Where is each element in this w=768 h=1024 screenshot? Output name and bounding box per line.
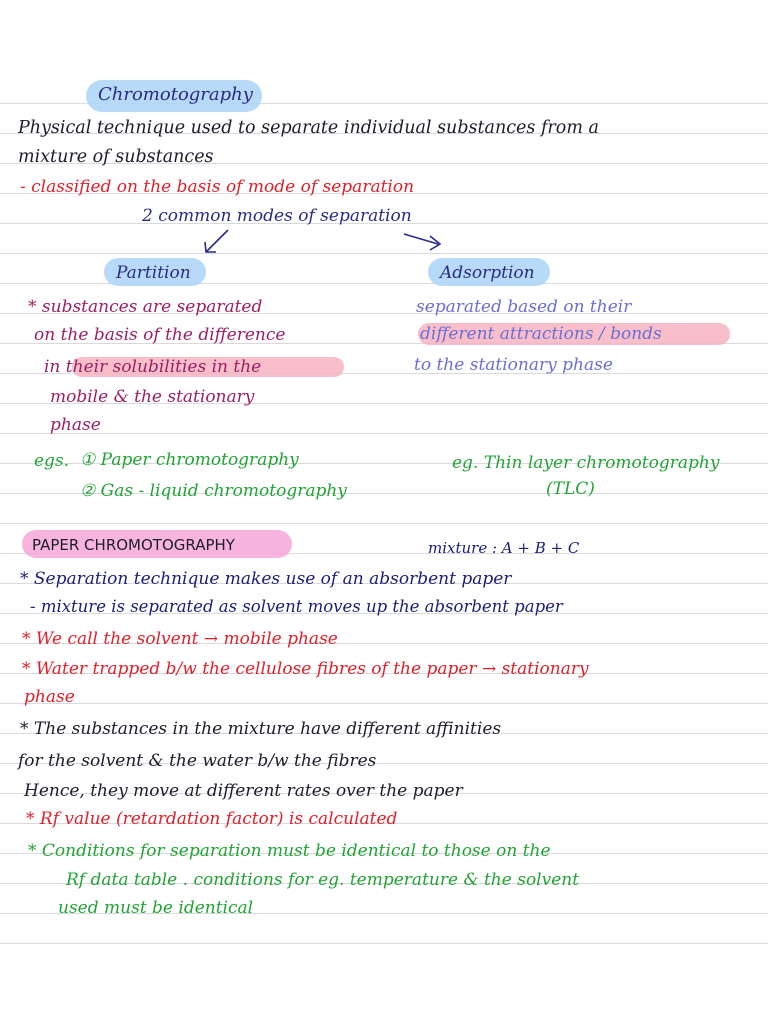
partition-example-1: ① Paper chromotography: [80, 450, 299, 470]
paper-line-1: * Separation technique makes use of an absorbent paper: [20, 569, 512, 589]
adsorption-line-1: separated based on their: [416, 297, 632, 317]
partition-example-2: ② Gas - liquid chromotography: [80, 481, 347, 501]
partition-line-2: on the basis of the difference: [34, 325, 286, 345]
paper-line-8: Hence, they move at different rates over the paper: [24, 781, 463, 801]
adsorption-example-line-2: (TLC): [546, 479, 595, 499]
paper-line-11: Rf data table . conditions for eg. temperature & the solvent: [66, 870, 580, 890]
adsorption-heading: Adsorption: [440, 263, 535, 283]
paper-line-10: * Conditions for separation must be identical to those on the: [28, 841, 551, 861]
adsorption-line-3: to the stationary phase: [414, 355, 613, 375]
classified-note: - classified on the basis of mode of separation: [20, 177, 415, 197]
paper-line-2: - mixture is separated as solvent moves up the absorbent paper: [30, 597, 563, 616]
partition-eg-label: egs.: [34, 451, 70, 471]
adsorption-example-line-1: eg. Thin layer chromotography: [452, 453, 720, 473]
paper-line-4: * Water trapped b/w the cellulose fibres of the paper → stationary: [22, 659, 589, 679]
definition-line-1: Physical technique used to separate individual substances from a: [18, 118, 599, 138]
arrow-right-icon: [402, 230, 446, 254]
paper-line-3: * We call the solvent → mobile phase: [22, 629, 338, 649]
paper-line-12: used must be identical: [58, 898, 254, 918]
paper-line-6: * The substances in the mixture have different affinities: [20, 719, 502, 739]
paper-section-heading: PAPER CHROMOTOGRAPHY: [32, 536, 235, 554]
definition-line-2: mixture of substances: [18, 147, 214, 167]
paper-line-7: for the solvent & the water b/w the fibres: [18, 751, 377, 771]
adsorption-line-2: different attractions / bonds: [420, 324, 662, 344]
paper-line-5: phase: [24, 687, 75, 707]
partition-line-5: phase: [50, 415, 101, 435]
page-title: Chromotography: [98, 84, 253, 105]
partition-line-1: * substances are separated: [28, 297, 263, 317]
mixture-note: mixture : A + B + C: [428, 539, 580, 557]
modes-heading: 2 common modes of separation: [142, 206, 412, 226]
partition-line-3: in their solubilities in the: [44, 357, 262, 377]
partition-line-4: mobile & the stationary: [50, 387, 255, 407]
partition-heading: Partition: [116, 263, 191, 283]
paper-line-9: * Rf value (retardation factor) is calculated: [26, 809, 398, 829]
arrow-left-icon: [200, 228, 240, 258]
